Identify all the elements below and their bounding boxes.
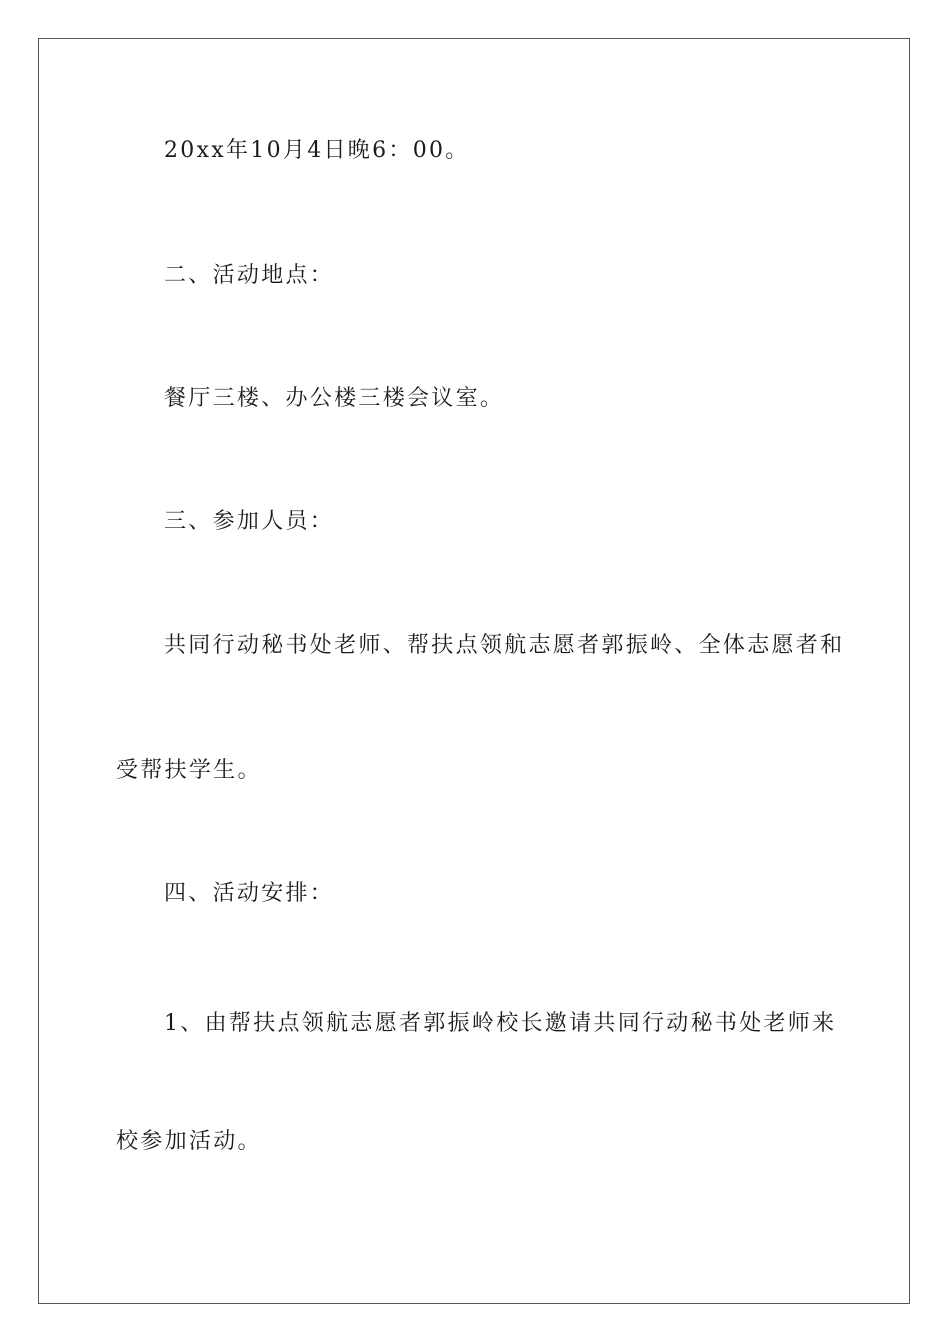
- section-heading-location: 二、活动地点：: [164, 263, 335, 288]
- arrangement-item-1-line-2: 校参加活动。: [116, 1129, 262, 1154]
- activity-time-text: 20xx年10月4日晚6：00。: [164, 138, 470, 163]
- arrangement-item-1-line-1: 1、由帮扶点领航志愿者郭振岭校长邀请共同行动秘书处老师来: [164, 1011, 837, 1036]
- section-heading-participants: 三、参加人员：: [164, 509, 335, 534]
- page-border: [38, 38, 910, 1304]
- activity-location-text: 餐厅三楼、办公楼三楼会议室。: [164, 386, 505, 411]
- section-heading-arrangement: 四、活动安排：: [164, 881, 335, 906]
- participants-text-line-1: 共同行动秘书处老师、帮扶点领航志愿者郭振岭、全体志愿者和: [164, 633, 845, 658]
- participants-text-line-2: 受帮扶学生。: [116, 758, 262, 783]
